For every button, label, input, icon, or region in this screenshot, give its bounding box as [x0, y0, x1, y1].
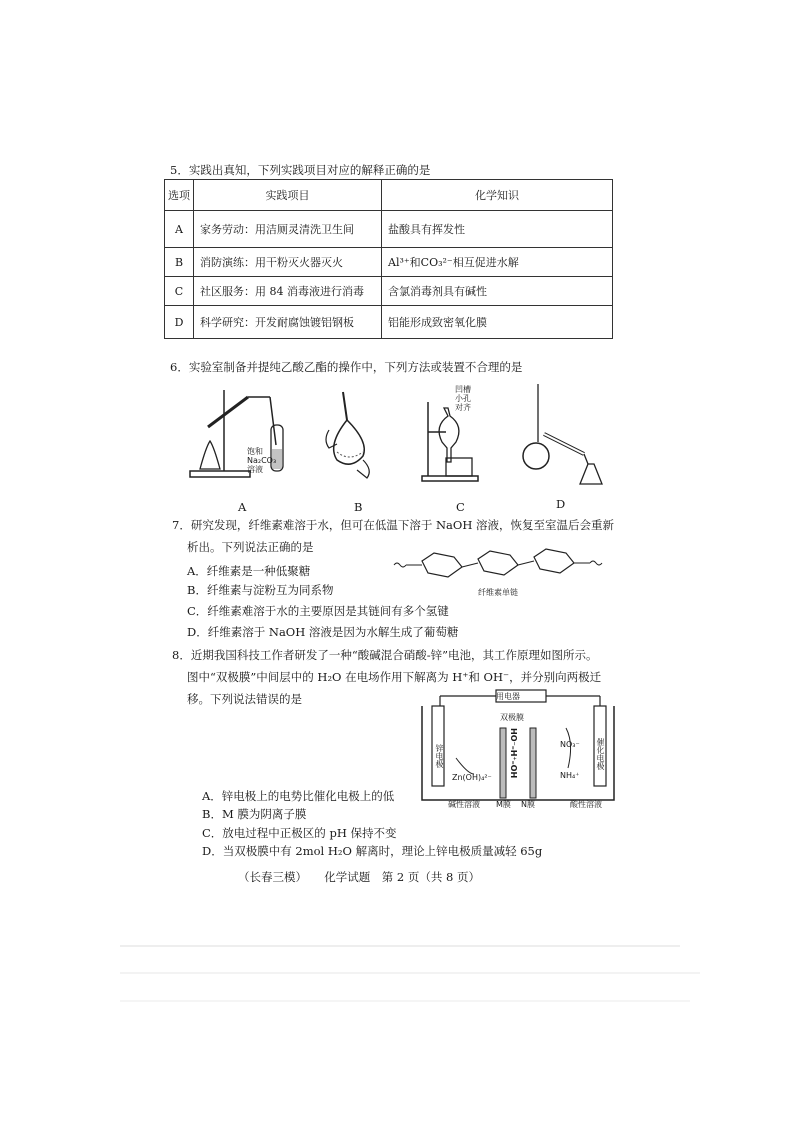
apparatus-a-annotation	[247, 447, 276, 474]
annotation-line: 凹槽	[455, 385, 471, 394]
battery-diagram	[418, 688, 618, 808]
q8-option-b: B．M 膜为阴离子膜	[202, 807, 307, 821]
device-label: 用电器	[496, 692, 520, 701]
row-option: A	[165, 211, 194, 248]
q7-option-b: B．纤维素与淀粉互为同系物	[187, 583, 334, 597]
q5-table	[164, 179, 613, 339]
nh4-label: NH₄⁺	[560, 771, 580, 780]
apparatus-b-figure	[323, 390, 383, 485]
q8-stem-line3: 移。下列说法错误的是	[187, 692, 302, 706]
apparatus-c-label: C	[456, 500, 465, 514]
row-project: 消防演练：用干粉灭火器灭火	[194, 248, 382, 277]
zn-species-label: Zn(OH)₄²⁻	[452, 773, 492, 782]
scan-noise	[120, 1000, 690, 1002]
cellulose-caption: 纤维素单链	[478, 588, 518, 597]
bipolar-middle-label: HO⁻–H⁺–OH	[509, 728, 518, 779]
table-row	[165, 211, 613, 248]
row-option: C	[165, 277, 194, 306]
header-knowledge: 化学知识	[382, 180, 613, 211]
apparatus-d-figure	[518, 382, 608, 492]
q5-stem: 5．实践出真知，下列实践项目对应的解释正确的是	[170, 163, 431, 177]
row-project: 社区服务：用 84 消毒液进行消毒	[194, 277, 382, 306]
annotation-line: 饱和	[247, 447, 263, 456]
catalyst-electrode-label: 催化电极	[596, 738, 605, 770]
annotation-line: 溶液	[247, 465, 263, 474]
row-option: D	[165, 306, 194, 339]
row-option: B	[165, 248, 194, 277]
m-membrane-label: M膜	[496, 800, 511, 809]
no3-label: NO₃⁻	[560, 740, 580, 749]
table-row	[165, 277, 613, 306]
q8-option-a: A．锌电极上的电势比催化电极上的低	[202, 789, 395, 803]
table-row	[165, 248, 613, 277]
cellulose-chain-figure	[392, 537, 607, 585]
header-option: 选项	[165, 180, 194, 211]
n-membrane-label: N膜	[521, 800, 535, 809]
row-knowledge: 盐酸具有挥发性	[382, 211, 613, 248]
q7-stem-line1: 7．研究发现，纤维素难溶于水，但可在低温下溶于 NaOH 溶液，恢复至室温后会重新	[172, 518, 614, 532]
q8-option-d: D．当双极膜中有 2mol H₂O 解离时，理论上锌电极质量减轻 65g	[202, 844, 543, 858]
alkaline-solution-label: 碱性溶液	[448, 800, 480, 809]
annotation-line: 小孔	[455, 394, 471, 403]
row-project: 家务劳动：用洁厕灵清洗卫生间	[194, 211, 382, 248]
apparatus-d-label: D	[556, 497, 566, 511]
zinc-electrode-label: 锌电极	[435, 744, 444, 768]
apparatus-c-figure	[420, 382, 480, 485]
row-project: 科学研究：开发耐腐蚀镀铝钢板	[194, 306, 382, 339]
header-project: 实践项目	[194, 180, 382, 211]
acidic-solution-label: 酸性溶液	[570, 800, 602, 809]
scan-noise	[120, 972, 700, 974]
table-row	[165, 306, 613, 339]
q8-stem-line2: 图中“双极膜”中间层中的 H₂O 在电场作用下解离为 H⁺和 OH⁻，并分别向两极迁	[187, 670, 602, 684]
scan-noise	[120, 945, 680, 947]
q7-stem-line2: 析出。下列说法正确的是	[187, 540, 314, 554]
row-knowledge: Al³⁺和CO₃²⁻相互促进水解	[382, 248, 613, 277]
q8-option-c: C．放电过程中正极区的 pH 保持不变	[202, 826, 397, 840]
apparatus-c-annotation	[455, 385, 471, 412]
q7-option-c: C．纤维素难溶于水的主要原因是其链间有多个氢键	[187, 604, 449, 618]
bipolar-membrane-label: 双极膜	[500, 713, 524, 722]
q6-stem: 6．实验室制备并提纯乙酸乙酯的操作中，下列方法或装置不合理的是	[170, 360, 523, 374]
row-knowledge: 含氯消毒剂具有碱性	[382, 277, 613, 306]
q7-option-d: D．纤维素溶于 NaOH 溶液是因为水解生成了葡萄糖	[187, 625, 459, 639]
annotation-line: Na₂CO₃	[247, 456, 277, 465]
apparatus-a-label: A	[238, 500, 247, 514]
row-knowledge: 铝能形成致密氧化膜	[382, 306, 613, 339]
q8-stem-line1: 8．近期我国科技工作者研发了一种“酸碱混合硝酸-锌”电池，其工作原理如图所示。	[172, 648, 598, 662]
table-header-row	[165, 180, 613, 211]
page-footer: （长春三模） 化学试题 第 2 页（共 8 页）	[238, 870, 481, 884]
q7-option-a: A．纤维素是一种低聚糖	[187, 564, 311, 578]
apparatus-b-label: B	[354, 500, 363, 514]
annotation-line: 对齐	[455, 403, 471, 412]
apparatus-a-figure	[188, 385, 298, 485]
